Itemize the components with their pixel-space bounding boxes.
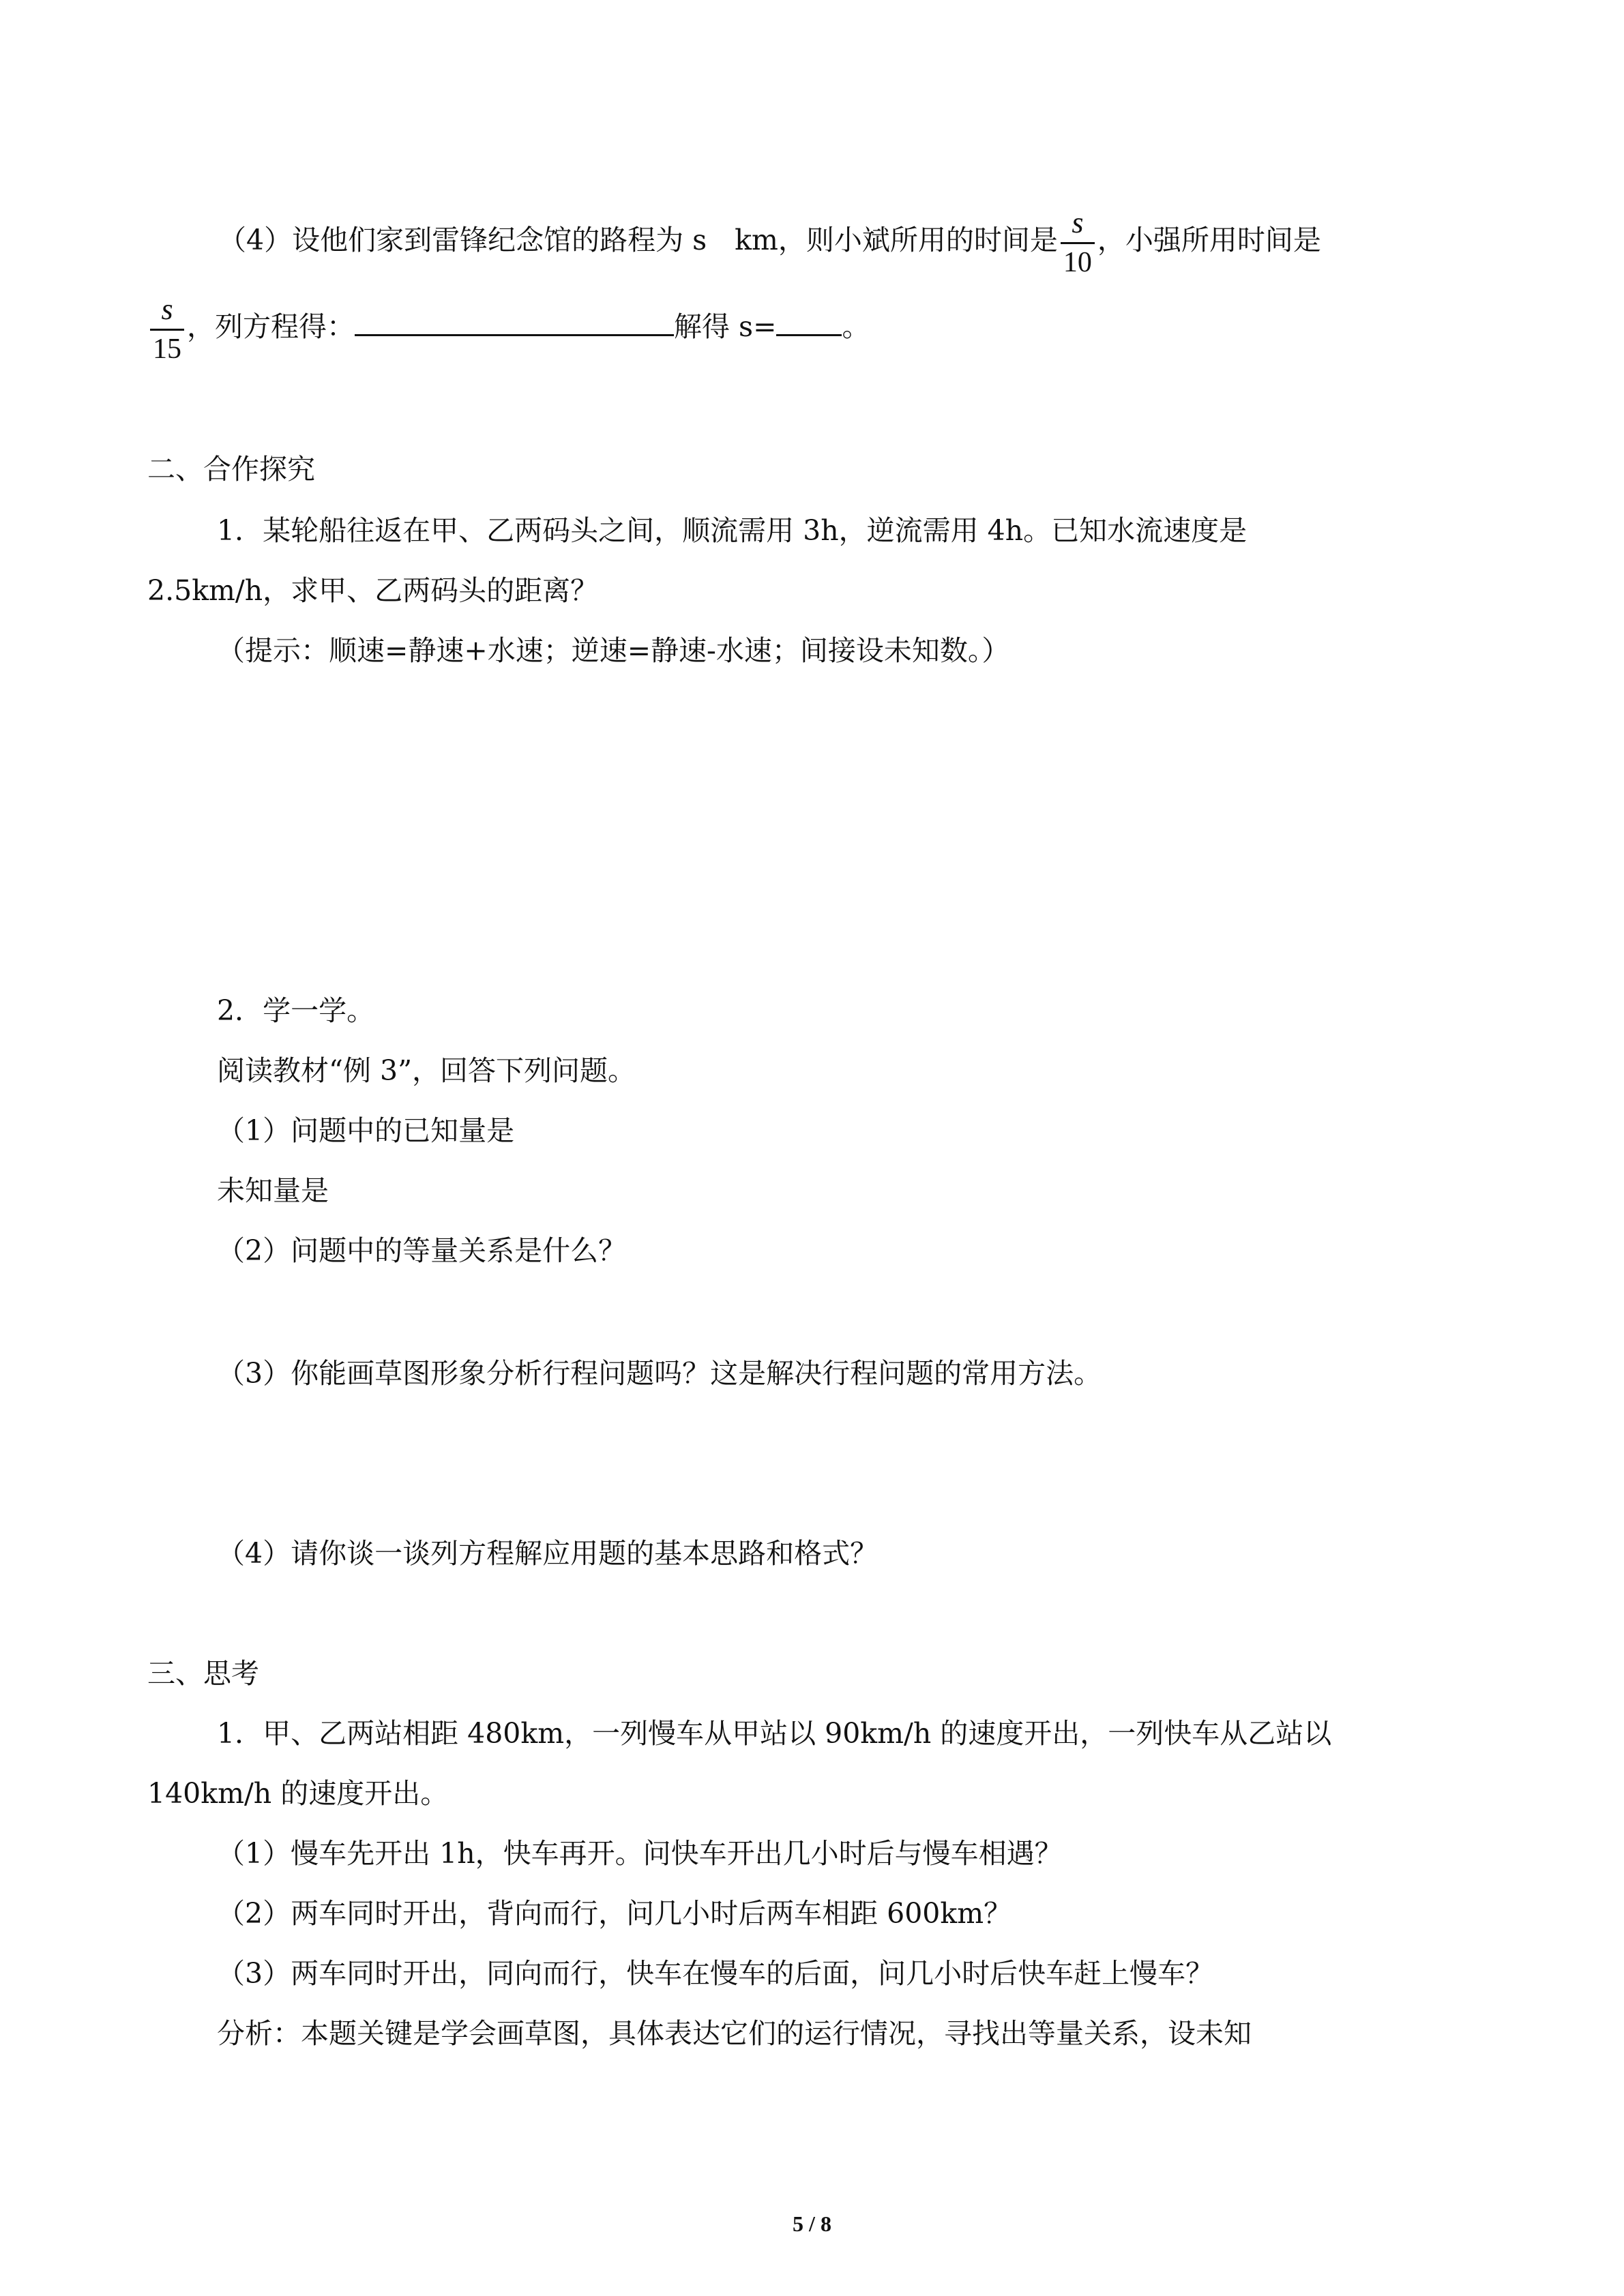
q4-line-1 [218, 208, 1321, 277]
fraction-denominator: 15 [153, 333, 181, 365]
section2-p2-intro: 阅读教材“例 3”，回答下列问题。 [217, 1054, 636, 1087]
section2-p2-title: 2．学一学。 [217, 994, 375, 1027]
q4-text-b: ，小强所用时间是 [1097, 224, 1321, 256]
section2-heading: 二、合作探究 [147, 453, 315, 486]
q4-text-a: （4）设他们家到雷锋纪念馆的路程为 s km，则小斌所用的时间是 [218, 224, 1058, 256]
section3-q3: （3）两车同时开出，同向而行，快车在慢车的后面，问几小时后快车赶上慢车？ [217, 1957, 1214, 1990]
q4-text-d: 解得 s= [674, 310, 777, 343]
section2-p2-q3: （3）你能画草图形象分析行程问题吗？这是解决行程问题的常用方法。 [217, 1357, 1102, 1390]
section2-p1-line1: 1．某轮船往返在甲、乙两码头之间，顺流需用 3h，逆流需用 4h。已知水流速度是 [217, 514, 1247, 547]
section3-p1-line1: 1．甲、乙两站相距 480km，一列慢车从甲站以 90km/h 的速度开出，一列快车从乙站以 [217, 1717, 1332, 1750]
answer-blank[interactable] [776, 310, 842, 336]
fraction-s-over-15 [150, 295, 184, 363]
section2-p2-q1b: 未知量是 [217, 1174, 329, 1207]
section2-p2-q4: （4）请你谈一谈列方程解应用题的基本思路和格式？ [217, 1537, 879, 1570]
fraction-denominator: 10 [1063, 247, 1092, 278]
fraction-s-over-10 [1061, 208, 1095, 277]
section3-heading: 三、思考 [147, 1657, 259, 1690]
section3-p1-line2: 140km/h 的速度开出。 [147, 1777, 449, 1810]
page-number: 5 / 8 [793, 2211, 831, 2236]
q4-text-e: 。 [842, 310, 870, 343]
q4-text-c: ，列方程得： [187, 310, 355, 343]
fraction-numerator: s [150, 295, 184, 331]
section2-p1-line2: 2.5km/h，求甲、乙两码头的距离？ [147, 574, 599, 607]
section2-p1-hint: （提示：顺速=静速+水速；逆速=静速-水速；间接设未知数。） [217, 634, 1010, 667]
q4-line-2 [147, 295, 870, 363]
equation-blank[interactable] [355, 310, 674, 336]
section2-p2-q2: （2）问题中的等量关系是什么？ [217, 1234, 627, 1267]
section3-q2: （2）两车同时开出，背向而行，问几小时后两车相距 600km？ [217, 1897, 1012, 1930]
fraction-numerator: s [1061, 208, 1095, 244]
section2-p2-q1a: （1）问题中的已知量是 [217, 1114, 515, 1147]
section3-q1: （1）慢车先开出 1h，快车再开。问快车开出几小时后与慢车相遇？ [217, 1837, 1063, 1870]
section3-analysis: 分析：本题关键是学会画草图，具体表达它们的运行情况，寻找出等量关系，设未知 [217, 2017, 1252, 2050]
